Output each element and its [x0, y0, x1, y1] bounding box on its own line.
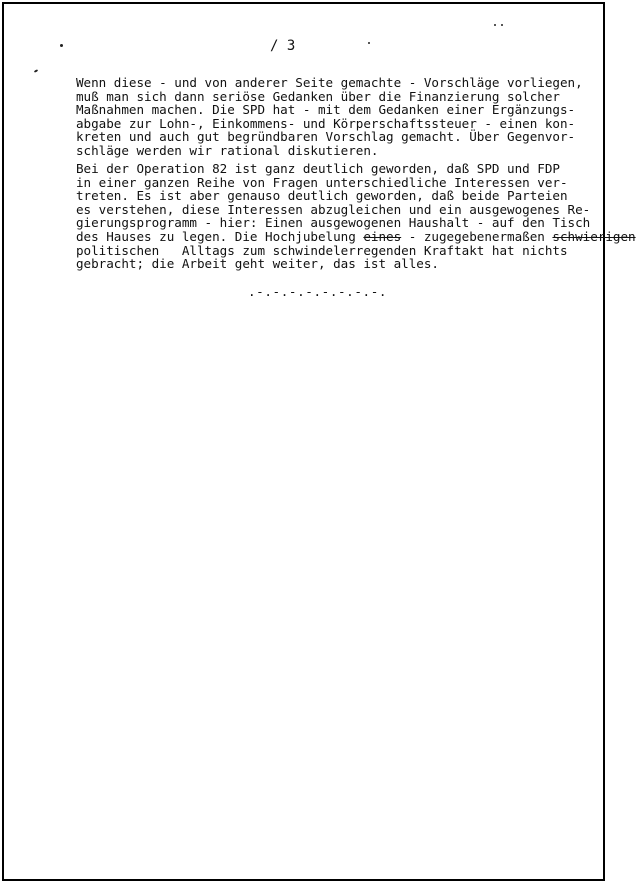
scan-speck — [368, 42, 370, 44]
text-line: gierungsprogramm - hier: Einen ausgewogenen Haushalt - auf den Tisch — [76, 215, 591, 231]
text-line: kreten und auch gut begründbaren Vorschlag gemacht. Über Gegenvor- — [76, 129, 576, 145]
text-line: muß man sich dann seriöse Gedanken über die Finanzierung solcher — [76, 88, 560, 104]
text-line: in einer ganzen Reihe von Fragen unterschiedliche Interessen ver- — [76, 174, 568, 190]
text-line: es verstehen, diese Interessen abzugleichen und ein ausgewogenes Re- — [76, 201, 591, 217]
text-line: Wenn diese - und von anderer Seite gemachte - Vorschläge vorliegen, — [76, 75, 583, 90]
text-line: gebracht; die Arbeit geht weiter, das ist alles. — [76, 256, 439, 272]
text-line: treten. Es ist aber genauso deutlich geworden, daß beide Parteien — [76, 188, 568, 204]
paragraph-financing — [76, 76, 583, 158]
struck-word: schwierigen — [552, 228, 636, 244]
text-segment: - zugegebenermaßen — [401, 228, 553, 244]
text-line-with-corrections — [76, 230, 636, 244]
text-line: politischen Alltags zum schwindelerregenden Kraftakt hat nichts — [76, 242, 568, 258]
text-segment: des Hauses zu legen. Die Hochjubelung — [76, 228, 364, 244]
scan-speck — [34, 69, 38, 73]
text-line: abgabe zur Lohn-, Einkommens- und Körperschaftssteuer - einen kon- — [76, 115, 576, 131]
scan-speck — [501, 24, 503, 26]
document-page — [2, 2, 636, 881]
page-number: / 3 — [270, 38, 296, 54]
end-separator: .-.-.-.-.-.-.-.-. — [248, 284, 388, 299]
paragraph-operation-82 — [76, 162, 636, 271]
scan-speck — [494, 24, 496, 26]
scan-speck — [60, 44, 63, 47]
struck-word: eines — [363, 228, 402, 244]
text-line: Bei der Operation 82 ist ganz deutlich geworden, daß SPD und FDP — [76, 161, 560, 176]
text-line: Maßnahmen machen. Die SPD hat - mit dem Gedanken einer Ergänzungs- — [76, 102, 576, 118]
text-line: schläge werden wir rational diskutieren. — [76, 142, 379, 158]
